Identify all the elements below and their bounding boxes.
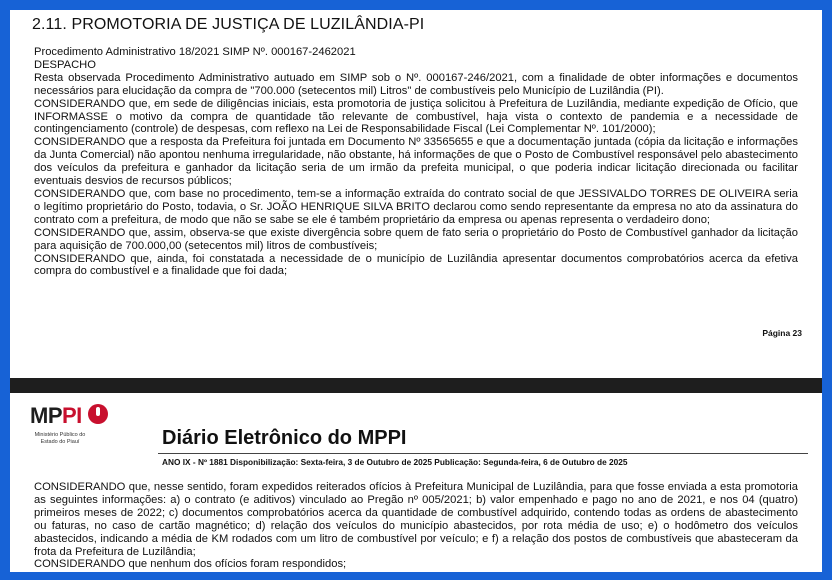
page-separator [10,378,822,393]
logo-mp: MP [30,403,62,428]
issue-metadata: ANO IX - Nº 1881 Disponibilização: Sexta-feira, 3 de Outubro de 2025 Publicação: Segunda-feira, 6 de Outubro de 2025 [162,457,628,467]
page-23 [10,10,822,378]
paragraph: CONSIDERANDO que, em sede de diligências iniciais, esta promotoria de justiça solicitou à Prefeitura de Luzilândia, mediante expedição de Ofício, que INFORMASSE o motivo da compra de quantidade tão relevante de combustível, haja vista o contexto de pandemia e a necessidade de contingenciamento (controle) de despesas, com reflexo na Lei de Responsabilidade Fiscal (Lei Complementar Nº. 101/2000); [34,97,798,136]
despacho-heading: DESPACHO [34,58,96,71]
header-divider [158,453,808,454]
page-23-body [34,46,798,278]
paragraph: CONSIDERANDO que nenhum dos ofícios foram respondidos; [34,558,347,571]
logo-subtitle: Ministério Público do Estado do Piauí [34,432,86,445]
diary-title: Diário Eletrônico do MPPI [162,427,407,449]
procedure-reference: Procedimento Administrativo 18/2021 SIMP Nº. 000167-2462021 [34,46,356,58]
seal-icon [88,404,108,424]
paragraph: Resta observada Procedimento Administrativo autuado em SIMP sob o Nº. 000167-246/2021, com a finalidade de obter informações e documentos necessários para elucidação da compra de "700.000 (setecentos mil) Litros" de combustíveis pelo Município de Luzilândia (PI). [34,71,798,97]
paragraph: CONSIDERANDO que, assim, observa-se que existe divergência sobre quem de fato seria o proprietário do Posto de Combustível ganhador da licitação para aquisição de 700.000,00 (setecentos mil) litros de combustíveis; [34,226,798,252]
mppi-logo [30,403,140,457]
page-number: Página 23 [762,328,802,338]
paragraph: CONSIDERANDO que, ainda, foi constatada a necessidade de o município de Luzilândia apresentar documentos comprobatórios acerca da efetiva compra do combustível e a finalidade que foi dada; [34,252,798,278]
paragraph: CONSIDERANDO que, com base no procedimento, tem-se a informação extraída do contrato social de que JESSIVALDO TORRES DE OLIVEIRA seria o legítimo proprietário do Posto, todavia, o Sr. JOÃO HENRIQUE SILVA BRITO declarou como sendo representante da empresa no ato da assinatura do contrato com a prefeitura, de modo que não se sabe se ele é também proprietário da empresa ou apenas representa o verdadeiro dono; [34,187,798,226]
paragraph: CONSIDERANDO que a resposta da Prefeitura foi juntada em Documento Nº 33565655 e que a documentação juntada (cópia da licitação e informações da Junta Comercial) não apontou nenhuma irregularidade, não obstante, há informações de que o Posto de Combustível responsável pelo abastecimento dos veículos da prefeitura e ganhador da licitação seria de um irmão da prefeita municipal, o que poderia indicar licitação direcionada ou facilitar eventuais desvios de recursos públicos; [34,136,798,188]
logo-pi: PI [62,403,82,428]
paragraph: CONSIDERANDO que, nesse sentido, foram expedidos reiterados ofícios à Prefeitura Municipal de Luzilândia, para que fosse enviada a esta promotoria as seguintes informações: a) o contrato (e aditivos) vinculado ao Pregão nº 005/2021; b) valor empenhado e pago no ano de 2021, e nos 04 (quatro) primeiros meses de 2022; c) documentos comprobatórios acerca da quantidade de combustível adquirido, contendo todas as ordens de abastecimento ou faturas, no caso de cartão magnético; d) relação dos veículos do município abastecidos, por rota média de uso; e) o hodômetro dos veículos abastecidos, indicando a média de KM rodados com um litro de combustível por veículo; e f) a relação dos postos de combustíveis que abasteceram da frota da Prefeitura de Luzilândia; [34,481,798,558]
page-24 [10,393,822,572]
page-24-body [34,481,798,571]
section-title: 2.11. PROMOTORIA DE JUSTIÇA DE LUZILÂNDIA-PI [32,16,425,33]
document-viewer [10,10,822,572]
